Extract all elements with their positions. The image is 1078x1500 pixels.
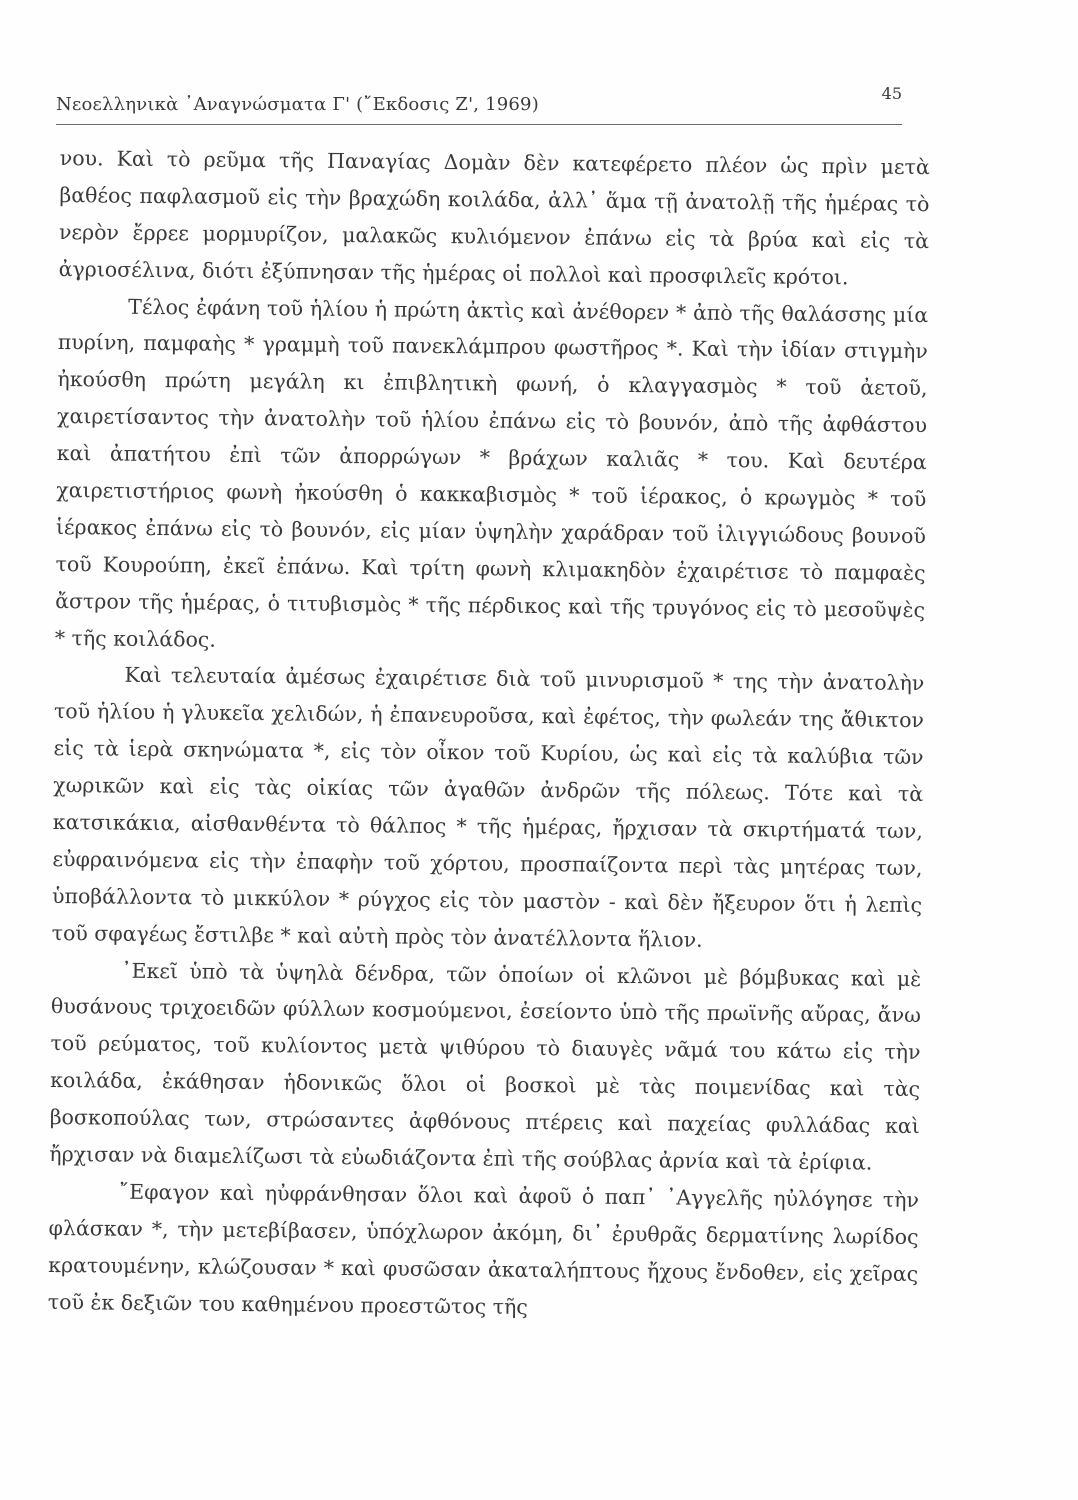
body-text bbox=[46, 140, 930, 1479]
paragraph: Καὶ τελευταία ἀμέσως ἐχαιρέτισε διὰ τοῦ μινυρισμοῦ * της τὴν ἀνατολὴν τοῦ ἡλίου ἡ γλυκεῖα χελιδών, ἡ ἐπανευροῦσα, καὶ ἐφέτος, τὴν φωλεάν της ἄθικτον εἰς τὰ ἱερὰ σκηνώματα *, εἰς τὸν οἶκον τοῦ Κυρίου, ὡς καὶ εἰς τὰ καλύβια τῶν χωρικῶν καὶ εἰς τὰς οἰκίας τῶν ἀγαθῶν ἀνδρῶν τῆς πόλεως. Τότε καὶ τὰ κατσικάκια, αἰσθανθέντα τὸ θάλπος * τῆς ἡμέρας, ἤρχισαν τὰ σκιρτήματά των, εὐφραινόμενα εἰς τὴν ἐπαφὴν τοῦ χόρτου, προσπαίζοντα περὶ τὰς μητέρας των, ὑποβάλλοντα τὸ μικκύλον * ρύγχος εἰς τὸν μαστὸν - καὶ δὲν ἤξευρον ὅτι ἡ λεπὶς τοῦ σφαγέως ἔστιλβε * καὶ αὐτὴ πρὸς τὸν ἀνατέλλοντα ἥλιον. bbox=[51, 663, 925, 952]
running-title: Νεοελληνικὰ ᾿Αναγνώσματα Γ' (῎Εκδοσις Ζ', 1969) bbox=[56, 94, 539, 115]
paragraph: ᾿Εκεῖ ὑπὸ τὰ ὑψηλὰ δένδρα, τῶν ὁποίων οἱ κλῶνοι μὲ βόμβυκας καὶ μὲ θυσάνους τριχοειδῶν φύλλων κοσμούμενοι, ἐσείοντο ὑπὸ τῆς πρωϊνῆς αὔρας, ἄνω τοῦ ρεύματος, τοῦ κυλίοντος μετὰ ψιθύρου τὸ διαυγὲς νᾶμά του κάτω εἰς τὴν κοιλάδα, ἐκάθησαν ἡδονικῶς ὅλοι οἱ βοσκοὶ μὲ τὰς ποιμενίδας καὶ τὰς βοσκοπούλας των, στρώσαντες ἀφθόνους πτέρεις καὶ παχείας φυλλάδας καὶ ἤρχισαν νὰ διαμελίζωσι τὰ εὐωδιάζοντα ἐπὶ τῆς σούβλας ἀρνία καὶ τὰ ἐρίφια. bbox=[49, 958, 922, 1175]
paragraph: Τέλος ἐφάνη τοῦ ἡλίου ἡ πρώτη ἀκτὶς καὶ ἀνέθορεν * ἀπὸ τῆς θαλάσσης μία πυρίνη, παμφαὴς * γραμμὴ τοῦ πανεκλάμπρου φωστῆρος *. Καὶ τὴν ἰδίαν στιγμὴν ἠκούσθη πρώτη μεγάλη κι ἐπιβλητικὴ φωνή, ὁ κλαγγασμὸς * τοῦ ἀετοῦ, χαιρετίσαντος τὴν ἀνατολὴν τοῦ ἡλίου ἐπάνω εἰς τὸ βουνόν, ἀπὸ τῆς ἀφθάστου καὶ ἀπατήτου ἐπὶ τῶν ἀπορρώγων * βράχων καλιᾶς * του. Καὶ δευτέρα χαιρετιστήριος φωνὴ ἠκούσθη ὁ κακκαβισμὸς * τοῦ ἱέρακος, ὁ κρωγμὸς * τοῦ ἱέρακος ἐπάνω εἰς τὸ βουνόν, εἰς μίαν ὑψηλὴν χαράδραν τοῦ ἰλιγγιώδους βουνοῦ τοῦ Κουρούπη, ἐκεῖ ἐπάνω. Καὶ τρίτη φωνὴ κλιμακηδὸν ἐχαιρέτισε τὸ παμφαὲς ἄστρον τῆς ἡμέρας, ὁ τιτυβισμὸς * τῆς πέρδικος καὶ τῆς τρυγόνος εἰς τὸ μεσοῦψὲς * τῆς κοιλάδος. bbox=[54, 294, 929, 652]
page-number: 45 bbox=[881, 84, 902, 103]
paragraph: ῎Εφαγον καὶ ηὐφράνθησαν ὅλοι καὶ ἀφοῦ ὁ παπ᾿ ᾿Αγγελῆς ηὐλόγησε τὴν φλάσκαν *, τὴν μετεβίβασεν, ὑπόχλωρον ἀκόμη, δι᾿ ἐρυθρᾶς δερματίνης λωρίδος κρατουμένην, κλώζουσαν * καὶ φυσῶσαν ἀκαταλήπτους ἤχους ἔνδοθεν, εἰς χεῖρας τοῦ ἐκ δεξιῶν του καθημένου προεστῶτος τῆς bbox=[47, 1179, 920, 1319]
paragraph: νου. Καὶ τὸ ρεῦμα τῆς Παναγίας Δομὰν δὲν κατεφέρετο πλέον ὡς πρὶν μετὰ βαθέος παφλασμοῦ εἰς τὴν βραχώδη κοιλάδα, ἀλλ᾿ ἅμα τῇ ἀνατολῇ τῆς ἡμέρας τὸ νερὸν ἔρρεε μορμυρίζον, μαλακῶς κυλιόμενον ἐπάνω εἰς τὰ βρύα καὶ εἰς τὰ ἀγριοσέλινα, διότι ἐξύπνησαν τῆς ἡμέρας οἱ πολλοὶ καὶ προσφιλεῖς κρότοι. bbox=[58, 145, 930, 289]
running-head bbox=[56, 84, 902, 125]
